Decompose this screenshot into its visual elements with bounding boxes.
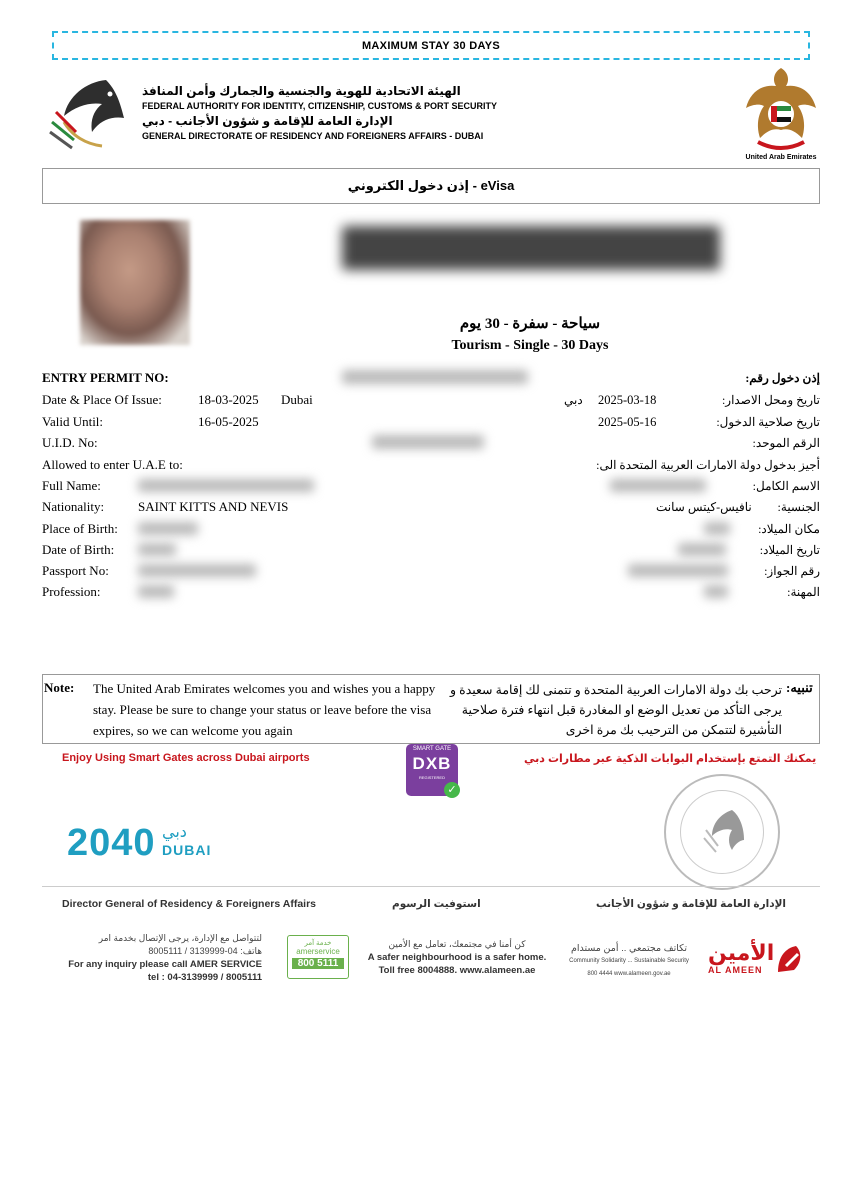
nationality-label: Nationality: [42, 499, 105, 514]
badge-bottom-text: REGISTERED [418, 775, 445, 780]
profession-label: Profession: [42, 584, 101, 599]
birth-place-label-ar: مكان الميلاد: [758, 522, 820, 536]
passport-label: Passport No: [42, 563, 109, 578]
badge-main-text: DXB [412, 754, 452, 773]
safer-ar: كن أمنا في مجتمعك، تعامل مع الأمين [388, 939, 526, 949]
redacted-full-name [138, 479, 314, 492]
redacted-full-name-ar [610, 479, 706, 492]
issue-date: 18-03-2025 [198, 392, 259, 407]
redacted-permit-no [342, 370, 528, 384]
official-stamp-icon [664, 774, 780, 890]
uid-label: U.I.D. No: [42, 435, 98, 450]
dubai-2040-number: 2040 [67, 822, 156, 864]
redacted-birth-date [138, 543, 176, 556]
directorate-name-ar: الإدارة العامة للإقامة و شؤون الأجانب - دبي [142, 114, 393, 128]
inquiry-en-1: For any inquiry please call AMER SERVICE [68, 959, 262, 970]
entry-permit-label: ENTRY PERMIT NO: [42, 370, 169, 385]
issue-place-ar: دبي [564, 393, 583, 407]
amer-en: amerservice [296, 947, 340, 956]
solidarity-contact: 800 4444 www.alameen.gov.ae [587, 971, 671, 977]
uae-emblem-icon [740, 64, 822, 152]
safer-en-1: A safer neighbourhood is a safer home. [367, 952, 547, 963]
uid-label-ar: الرقم الموحد: [752, 436, 820, 450]
inquiry-ar-2: هاتف: 04-3139999 / 8005111 [148, 946, 262, 956]
safer-block [362, 938, 552, 977]
amer-service-logo [287, 935, 349, 979]
valid-label-ar: تاريخ صلاحية الدخول: [716, 415, 820, 429]
passport-label-ar: رقم الجواز: [764, 564, 820, 578]
birth-date-label: Date of Birth: [42, 542, 115, 557]
inquiry-en-2: tel : 04-3139999 / 8005111 [147, 972, 262, 983]
allowed-label: Allowed to enter U.A.E to: [42, 457, 183, 472]
max-stay-banner: MAXIMUM STAY 30 DAYS [52, 31, 810, 60]
valid-date: 16-05-2025 [198, 414, 259, 429]
redacted-barcode [342, 226, 720, 270]
issue-label-ar: تاريخ ومحل الاصدار: [721, 393, 820, 407]
birth-place-label: Place of Birth: [42, 521, 118, 536]
smart-gates-ar: يمكنك التمتع بإستخدام البوابات الذكية عبر مطارات دبي [524, 753, 817, 765]
redacted-passport [138, 564, 256, 577]
redacted-birth-place [138, 522, 198, 535]
note-text-ar: ترحب بك دولة الامارات العربية المتحدة و تتمنى لك إقامة سعيدة و يرجى التأكد من تعديل الوضع او المغادرة قبل انتهاء فترة صلاحية التأشيرة لتتمكن من الترحيب بك مرة اخرى [449, 683, 782, 737]
nationality-label-ar: الجنسية: [777, 500, 820, 514]
safer-en-2: Toll free 8004888. www.alameen.ae [378, 965, 536, 976]
badge-top-text: SMART GATE [412, 746, 452, 752]
entry-permit-label-ar: إذن دخول رقم: [745, 371, 820, 385]
inquiry-ar-1: لتتواصل مع الإدارة، يرجى الإتصال بخدمة امر [98, 933, 262, 943]
evisa-title-box [42, 168, 820, 204]
redacted-passport-ar [628, 564, 728, 577]
footer-divider [42, 886, 820, 887]
authority-name-ar: الهيئة الاتحادية للهوية والجنسية والجمارك وأمن المنافذ [142, 84, 461, 98]
evisa-title: إذن دخول الكتروني - eVisa [347, 178, 515, 193]
authority-falcon-logo-icon [46, 72, 136, 156]
full-name-label-ar: الاسم الكامل: [752, 479, 820, 493]
issue-date-ar: 2025-03-18 [598, 393, 657, 407]
solidarity-en: Community Solidarity ... Sustainable Security [569, 958, 689, 964]
note-text: The United Arab Emirates welcomes you and wishes you a happy stay. Please be sure to change your status or leave before the visa expires, so we can welcome you again [93, 681, 436, 738]
redacted-birth-date-ar [678, 543, 726, 556]
redacted-birth-place-ar [704, 522, 730, 535]
allowed-label-ar: أجيز بدخول دولة الامارات العربية المتحدة الى: [596, 458, 820, 472]
valid-date-ar: 2025-05-16 [598, 415, 657, 429]
solidarity-block [556, 942, 702, 981]
fees-paid-ar: استوفيت الرسوم [392, 898, 481, 910]
directorate-name-en: GENERAL DIRECTORATE OF RESIDENCY AND FOREIGNERS AFFAIRS - DUBAI [142, 131, 484, 141]
note-label: Note: [44, 680, 75, 695]
redacted-profession [138, 585, 174, 598]
check-icon: ✓ [444, 782, 460, 798]
redacted-profession-ar [704, 585, 728, 598]
alameen-hand-icon [772, 942, 806, 976]
amer-ar: خدمة آمر [304, 940, 332, 947]
birth-date-label-ar: تاريخ الميلاد: [759, 543, 820, 557]
dubai-2040-ar: دبي [162, 824, 187, 841]
full-name-label: Full Name: [42, 478, 101, 493]
alameen-logo-ar: الأمين [708, 940, 775, 965]
nationality-value: SAINT KITTS AND NEVIS [138, 499, 289, 514]
valid-label: Valid Until: [42, 414, 104, 429]
issue-label: Date & Place Of Issue: [42, 392, 162, 407]
stamp-falcon-icon [702, 806, 746, 856]
solidarity-ar: تكاتف مجتمعي .. أمن مستدام [570, 943, 688, 954]
amer-number: 800 5111 [292, 958, 344, 969]
visa-type-ar: سياحة - سفرة - 30 يوم [459, 316, 601, 332]
visa-type-en: Tourism - Single - 30 Days [451, 338, 609, 353]
inquiry-block [66, 932, 262, 984]
alameen-logo-en: AL AMEEN [708, 965, 763, 975]
authority-header [142, 84, 498, 144]
note-label-ar: تنبيه: [786, 680, 813, 695]
issue-place: Dubai [281, 392, 313, 407]
directorate-footer-ar: الإدارة العامة للإقامة و شؤون الأجانب [596, 898, 787, 910]
nationality-value-ar: نافيس-كيتس سانت [656, 500, 752, 514]
emblem-caption: United Arab Emirates [745, 154, 817, 161]
director-general-en: Director General of Residency & Foreigners Affairs [62, 898, 317, 910]
profession-label-ar: المهنة: [787, 585, 820, 599]
passport-photo [80, 220, 190, 345]
redacted-uid [372, 435, 484, 449]
dubai-2040-en: DUBAI [162, 842, 212, 858]
authority-name-en: FEDERAL AUTHORITY FOR IDENTITY, CITIZENSHIP, CUSTOMS & PORT SECURITY [142, 101, 498, 111]
smart-gate-dxb-badge [406, 744, 458, 796]
smart-gates-en: Enjoy Using Smart Gates across Dubai airports [62, 752, 310, 764]
